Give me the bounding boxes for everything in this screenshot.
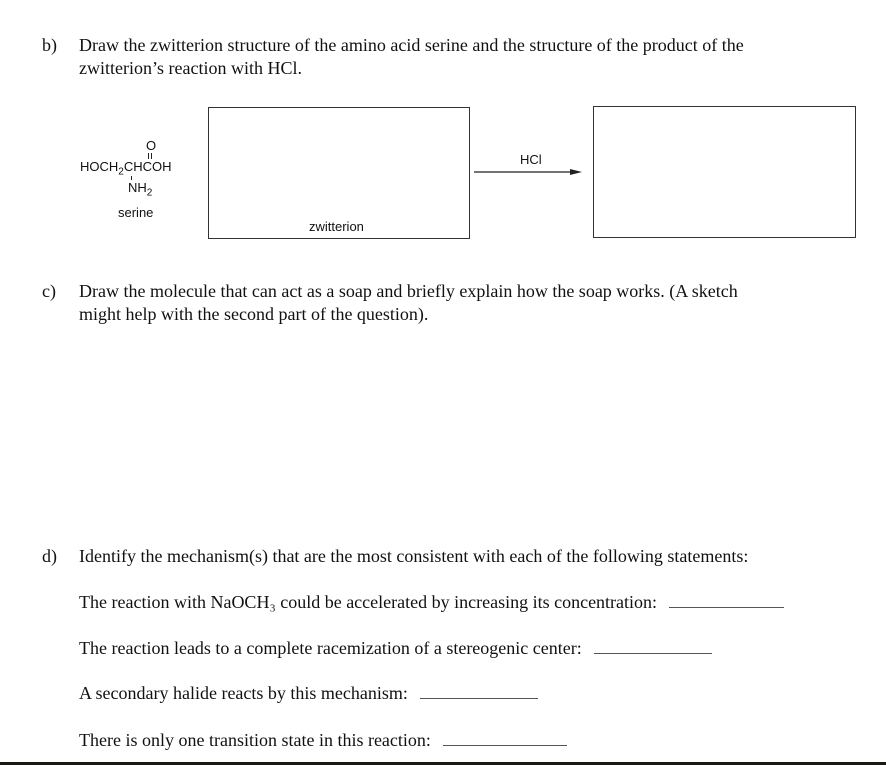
statement-text: The reaction leads to a complete racemization of a stereogenic center: bbox=[79, 638, 582, 658]
amine-group bbox=[128, 180, 152, 199]
statement-text: A secondary halide reacts by this mechanism: bbox=[79, 683, 408, 703]
part-c-label: c) bbox=[42, 281, 56, 301]
formula-subscript: 2 bbox=[118, 166, 124, 178]
serine-label: serine bbox=[118, 205, 154, 220]
reaction-arrow-icon bbox=[472, 166, 586, 178]
amine-subscript: 2 bbox=[146, 187, 153, 199]
part-b-text-line2: zwitterion’s reaction with HCl. bbox=[79, 58, 302, 78]
part-b-text-line1: Draw the zwitterion structure of the amino acid serine and the structure of the product of the bbox=[79, 35, 744, 55]
product-answer-box[interactable] bbox=[593, 106, 856, 238]
formula-part: CHCOH bbox=[123, 159, 172, 174]
part-c-text-line2: might help with the second part of the question). bbox=[79, 304, 429, 324]
statement-text: There is only one transition state in this reaction: bbox=[79, 730, 431, 750]
statement-text: The reaction with NaOCH₃ could be accelerated by increasing its concentration: bbox=[79, 592, 658, 612]
formula-part: HOCH bbox=[80, 159, 119, 174]
zwitterion-label: zwitterion bbox=[309, 219, 364, 234]
statement-row bbox=[79, 592, 784, 613]
serine-formula bbox=[80, 159, 172, 178]
part-d-label: d) bbox=[42, 546, 57, 566]
statement-row bbox=[79, 638, 712, 659]
answer-blank[interactable] bbox=[420, 684, 538, 699]
answer-blank[interactable] bbox=[443, 731, 567, 746]
answer-blank[interactable] bbox=[669, 593, 784, 608]
statement-row bbox=[79, 683, 538, 704]
answer-blank[interactable] bbox=[594, 639, 712, 654]
part-b-label: b) bbox=[42, 35, 57, 55]
amine-text: NH bbox=[128, 180, 147, 195]
carbonyl-oxygen: O bbox=[146, 138, 157, 153]
reagent-label: HCl bbox=[520, 152, 542, 167]
statement-row bbox=[79, 730, 567, 751]
part-c-text-line1: Draw the molecule that can act as a soap and briefly explain how the soap works. (A sketch bbox=[79, 281, 738, 301]
part-d-intro: Identify the mechanism(s) that are the most consistent with each of the following statements: bbox=[79, 546, 749, 566]
